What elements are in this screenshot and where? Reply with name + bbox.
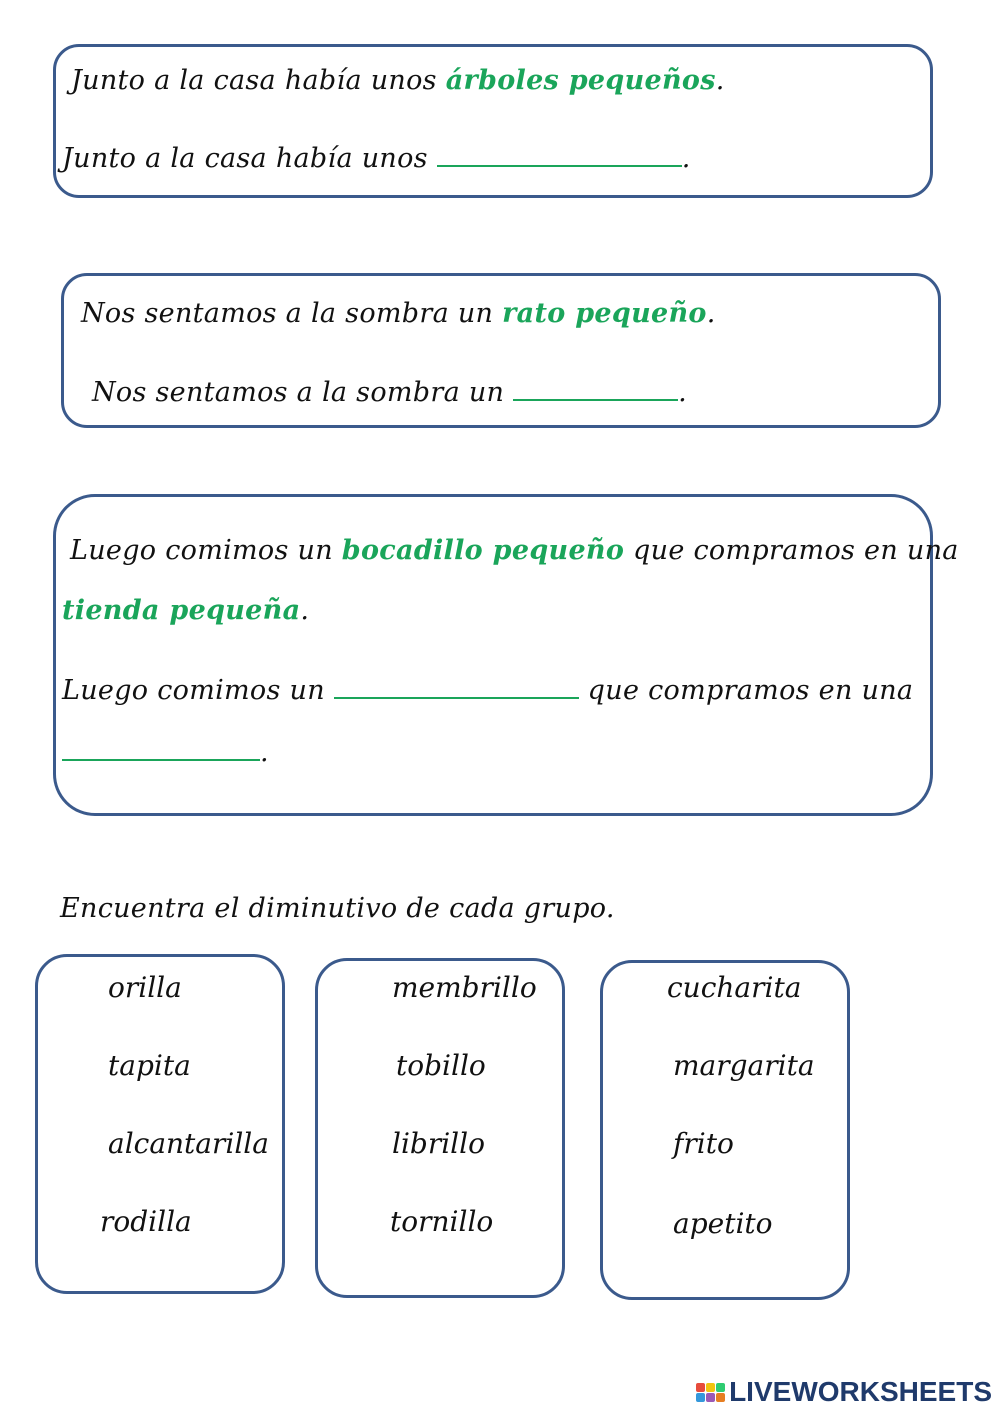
word-option[interactable]: membrillo — [392, 971, 537, 1004]
exercise-3-original-sentence-line1: Luego comimos un bocadillo pequeño que compramos en una — [70, 535, 959, 566]
liveworksheets-brand — [696, 1376, 992, 1408]
word-option[interactable]: alcantarilla — [108, 1127, 269, 1160]
highlight-word: árboles pequeños — [445, 65, 716, 96]
exercise-3-rewrite-sentence-line2: . — [62, 737, 269, 768]
highlight-word: tienda pequeña — [62, 595, 301, 626]
logo-square — [716, 1393, 725, 1402]
logo-square — [706, 1393, 715, 1402]
word-option[interactable]: apetito — [673, 1207, 773, 1240]
word-option[interactable]: tobillo — [396, 1049, 486, 1082]
highlight-word: bocadillo pequeño — [341, 535, 625, 566]
word-option[interactable]: rodilla — [100, 1205, 192, 1238]
liveworksheets-logo-icon — [696, 1383, 725, 1402]
word-option[interactable]: librillo — [392, 1127, 485, 1160]
highlight-word: rato pequeño — [502, 298, 707, 329]
exercise-2-original-sentence: Nos sentamos a la sombra un rato pequeño. — [81, 298, 716, 329]
exercise-1-rewrite-sentence: Junto a la casa había unos . — [62, 143, 691, 174]
word-option[interactable]: tornillo — [390, 1205, 494, 1238]
exercise-3-box — [53, 494, 959, 816]
answer-blank-input[interactable] — [437, 143, 682, 167]
word-group-1 — [35, 954, 285, 1294]
exercise-2-box — [61, 273, 941, 428]
logo-square — [696, 1383, 705, 1392]
exercise-1-original-sentence: Junto a la casa había unos árboles pequeños. — [71, 65, 725, 96]
instruction-text: Encuentra el diminutivo de cada grupo. — [60, 893, 615, 924]
exercise-3-rewrite-sentence-line1: Luego comimos un que compramos en una — [62, 675, 914, 706]
answer-blank-input[interactable] — [62, 737, 260, 761]
logo-square — [706, 1383, 715, 1392]
answer-blank-input[interactable] — [334, 675, 579, 699]
word-option[interactable]: margarita — [673, 1049, 815, 1082]
brand-name: LIVEWORKSHEETS — [729, 1376, 992, 1407]
answer-blank-input[interactable] — [513, 377, 678, 401]
logo-square — [716, 1383, 725, 1392]
exercise-3-original-sentence-line2: tienda pequeña. — [62, 595, 310, 626]
exercise-1-box — [53, 44, 933, 198]
word-option[interactable]: cucharita — [667, 971, 802, 1004]
word-group-3 — [600, 960, 850, 1300]
logo-square — [696, 1393, 705, 1402]
word-group-2 — [315, 958, 565, 1298]
word-option[interactable]: orilla — [108, 971, 182, 1004]
word-option[interactable]: frito — [673, 1127, 734, 1160]
exercise-2-rewrite-sentence: Nos sentamos a la sombra un . — [92, 377, 688, 408]
word-option[interactable]: tapita — [108, 1049, 191, 1082]
